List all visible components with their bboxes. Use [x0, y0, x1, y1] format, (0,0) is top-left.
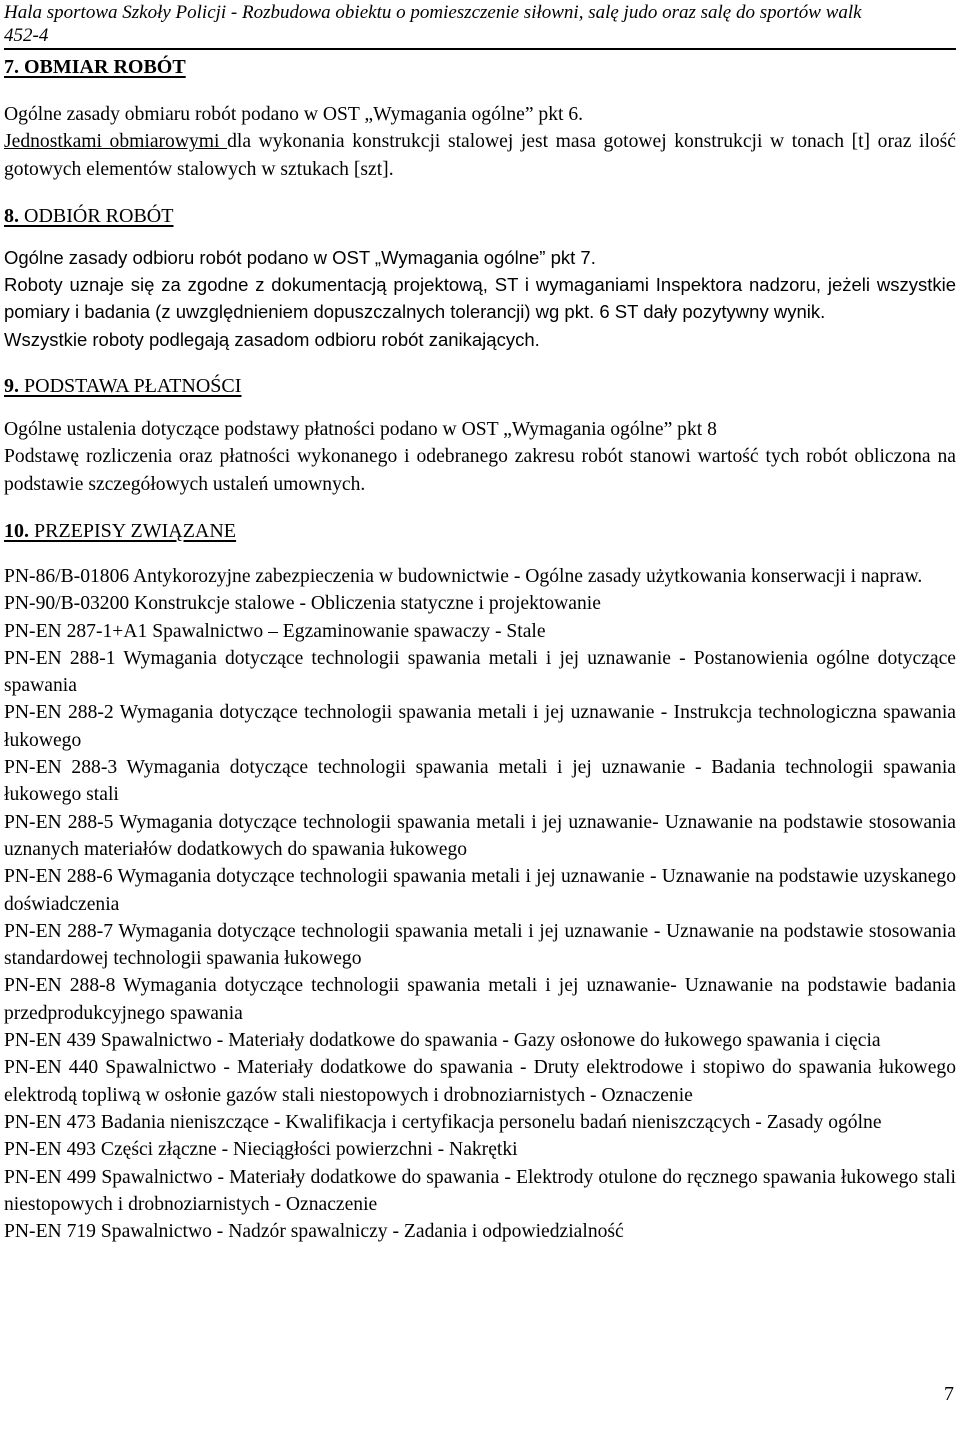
section-8-para-3: Wszystkie roboty podlegają zasadom odbioru robót zanikających. — [4, 328, 540, 350]
standard-item: PN-EN 288-3 Wymagania dotyczące technologii spawania metali i jej uznawanie - Badania technologii spawania łukowego stali — [4, 757, 956, 806]
standard-item: PN-EN 493 Części złączne - Nieciągłości powierzchni - Nakrętki — [4, 1139, 518, 1161]
section-7-para-2 — [4, 128, 956, 183]
section-9-number: 9. — [4, 375, 19, 398]
standard-item: PN-90/B-03200 Konstrukcje stalowe - Obliczenia statyczne i projektowanie — [4, 593, 601, 615]
standard-item: PN-86/B-01806 Antykorozyjne zabezpieczenia w budownictwie - Ogólne zasady użytkowania konserwacji i napraw. — [4, 565, 923, 587]
standard-item: PN-EN 288-7 Wymagania dotyczące technologii spawania metali i jej uznawanie - Uznawanie na podstawie stosowania standardowej technologii spawania łukowego — [4, 920, 956, 970]
section-10-heading — [4, 518, 956, 545]
section-9-heading — [4, 373, 956, 400]
section-8-heading — [4, 203, 956, 230]
header-title: Hala sportowa Szkoły Policji - Rozbudowa obiektu o pomieszczenie siłowni, salę judo oraz salę do sportów walk — [4, 2, 862, 23]
document-page — [4, 0, 956, 1245]
standards-list — [4, 563, 956, 1245]
section-8-para-1: Ogólne zasady odbioru robót podano w OST „Wymagania ogólne” pkt 7. — [4, 246, 596, 268]
section-8-number: 8. — [4, 204, 19, 227]
standard-item: PN-EN 473 Badania nieniszczące - Kwalifikacja i certyfikacja personelu badań nieniszczących - Zasady ogólne — [4, 1111, 882, 1133]
standard-item: PN-EN 719 Spawalnictwo - Nadzór spawalniczy - Zadania i odpowiedzialność — [4, 1221, 624, 1243]
standard-item: PN-EN 440 Spawalnictwo - Materiały dodatkowe do spawania - Druty elektrodowe i stopiwo do spawania łukowego elektrodą topliwą w osłonie gazów stali niestopowych i drobnoziarnistych - Oznaczenie — [4, 1057, 956, 1106]
section-9-para-2: Podstawę rozliczenia oraz płatności wykonanego i odebranego zakresu robót stanowi wartość tych robót obliczona na podstawie szczegółowych ustaleń umownych. — [4, 446, 956, 495]
section-7-para-1: Ogólne zasady obmiaru robót podano w OST „Wymagania ogólne” pkt 6. — [4, 104, 584, 125]
standard-item: PN-EN 287-1+A1 Spawalnictwo – Egzaminowanie spawaczy - Stale — [4, 620, 546, 642]
section-7-para-2-underlined: Jednostkami obmiarowymi — [4, 131, 228, 153]
section-9-para-1: Ogólne ustalenia dotyczące podstawy płatności podano w OST „Wymagania ogólne” pkt 8 — [4, 419, 717, 441]
standard-item: PN-EN 288-6 Wymagania dotyczące technologii spawania metali i jej uznawanie - Uznawanie na podstawie uzyskanego doświadczenia — [4, 866, 956, 915]
section-10-title: PRZEPISY ZWIĄZANE — [34, 519, 237, 542]
section-7-para-2-rest: dla wykonania konstrukcji stalowej jest masa gotowej konstrukcji w tonach [t] oraz ilość gotowych elementów stalowych w sztukach [szt]. — [4, 131, 957, 180]
section-8-para-2: Roboty uznaje się za zgodne z dokumentacją projektową, ST i wymaganiami Inspektora nadzoru, jeżeli wszystkie pomiary i badania (z uwzględnieniem dopuszczalnych tolerancji) wg pkt. 6 ST dały pozytywny wynik. — [4, 274, 956, 323]
section-9-title: PODSTAWA PŁATNOŚCI — [24, 375, 242, 398]
section-10-number: 10. — [4, 519, 29, 542]
header-doc-number: 452-4 — [4, 25, 49, 46]
section-8-title: ODBIÓR ROBÓT — [24, 204, 174, 227]
standard-item: PN-EN 499 Spawalnictwo - Materiały dodatkowe do spawania - Elektrody otulone do ręcznego spawania łukowego stali niestopowych i drobnoziarnistych - Oznaczenie — [4, 1166, 956, 1215]
standard-item: PN-EN 288-2 Wymagania dotyczące technologii spawania metali i jej uznawanie - Instrukcja technologiczna spawania łukowego — [4, 702, 956, 751]
standard-item: PN-EN 288-1 Wymagania dotyczące technologii spawania metali i jej uznawanie - Postanowienia ogólne dotyczące spawania — [4, 647, 956, 697]
section-7-heading: 7. OBMIAR ROBÓT — [4, 56, 186, 78]
standard-item: PN-EN 439 Spawalnictwo - Materiały dodatkowe do spawania - Gazy osłonowe do łukowego spawania i cięcia — [4, 1030, 881, 1052]
standard-item: PN-EN 288-5 Wymagania dotyczące technologii spawania metali i jej uznawanie- Uznawanie na podstawie stosowania uznanych materiałów dodatkowych do spawania łukowego — [4, 811, 956, 860]
page-number: 7 — [944, 1383, 954, 1405]
header-rule — [4, 48, 956, 50]
standard-item: PN-EN 288-8 Wymagania dotyczące technologii spawania metali i jej uznawanie- Uznawanie na podstawie badania przedprodukcyjnego spawania — [4, 975, 956, 1024]
